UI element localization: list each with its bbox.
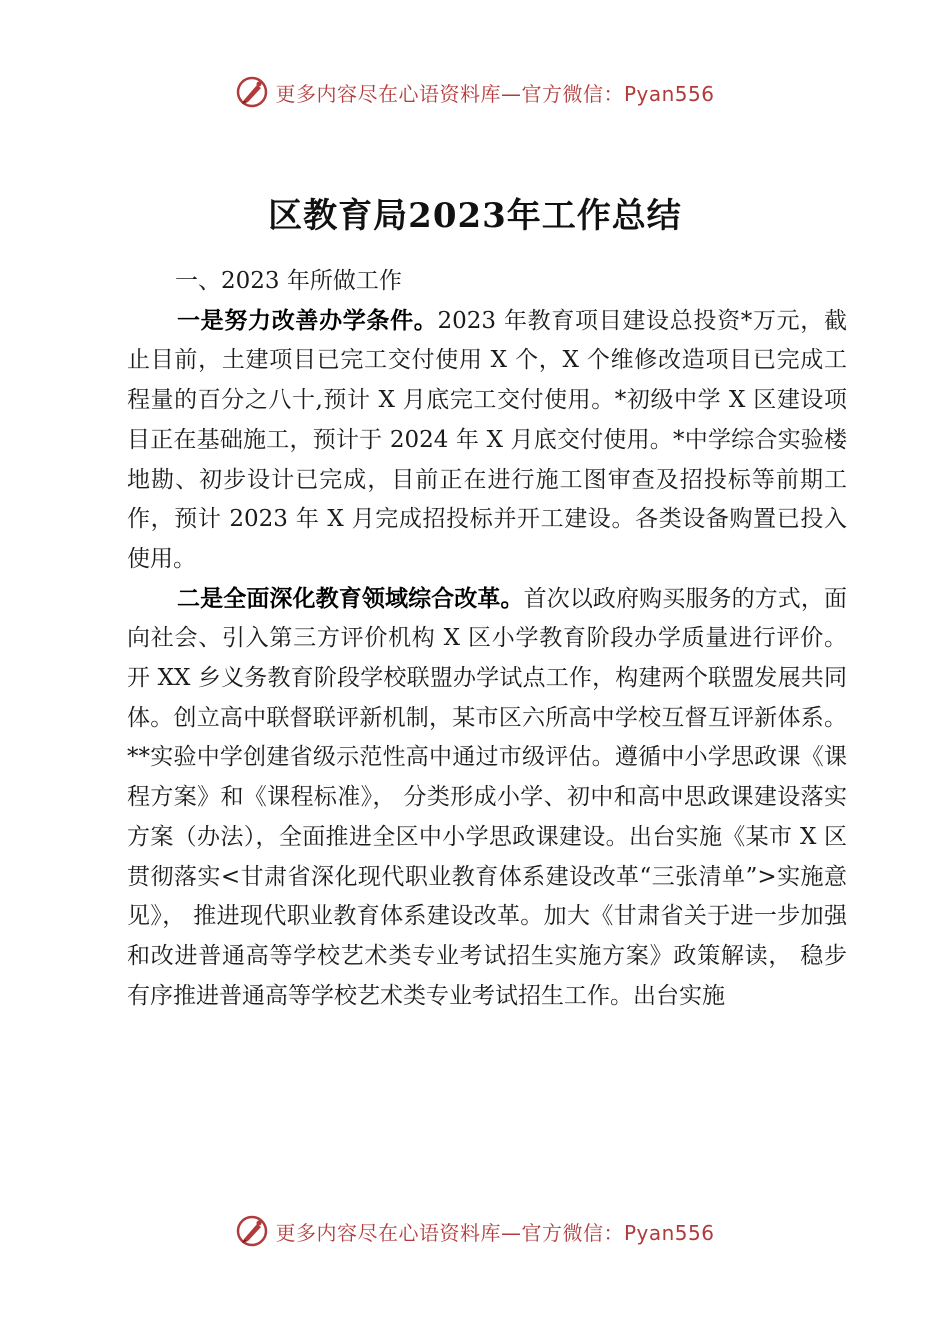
banner-text: 更多内容尽在心语资料库—官方微信：Pyan556 [275,1220,715,1245]
paragraph-1-body: 2023 年教育项目建设总投资*万元，截止目前，土建项目已完工交付使用 X 个，X 个维修改造项目已完成工程量的百分之八十,预计 X 月底完工交付使用。*初级中学 X 区建设项目正在基础施工，预计于 2024 年 X 月底交付使用。*中学综合实验楼地勘、初步设计已完成，目前正在进行施工图审查及招投标等前期工作，预计 2023 年 X 月完成招投标并开工建设。各类设备购置已投入使用。 [127,307,847,572]
document-title: 区教育局2023年工作总结 [268,195,682,236]
paragraph-2 [127,580,847,1017]
pen-logo-icon [235,75,269,109]
paragraph-2-body: 首次以政府购买服务的方式，面向社会、引入第三方评价机构 X 区小学教育阶段办学质量进行评价。开 XX 乡义务教育阶段学校联盟办学试点工作，构建两个联盟发展共同体。创立高中联督联评新机制，某市区六所高中学校互督互评新体系。**实验中学创建省级示范性高中通过市级评估。遵循中小学思政课《课程方案》和《课程标准》， 分类形成小学、初中和高中思政课建设落实方案（办法），全面推进全区中小学思政课建设。出台实施《某市 X 区贯彻落实<甘肃省深化现代职业教育体系建设改革“三张清单”>实施意见》， 推进现代职业教育体系建设改革。加大《甘肃省关于进一步加强和改进普通高等学校艺术类专业考试招生实施方案》政策解读， 稳步有序推进普通高等学校艺术类专业考试招生工作。出台实施 [127,585,848,1009]
header-banner [0,72,950,112]
section-heading: 一、2023 年所做工作 [175,268,402,294]
banner-text: 更多内容尽在心语资料库—官方微信：Pyan556 [275,81,715,106]
document-body [127,262,847,1016]
paragraph-1-lead: 一是努力改善办学条件。 [177,307,438,334]
footer-banner [0,1211,950,1251]
paragraph-2-lead: 二是全面深化教育领域综合改革。 [177,585,524,612]
pen-logo-icon [235,1214,269,1248]
paragraph-1 [127,302,847,580]
